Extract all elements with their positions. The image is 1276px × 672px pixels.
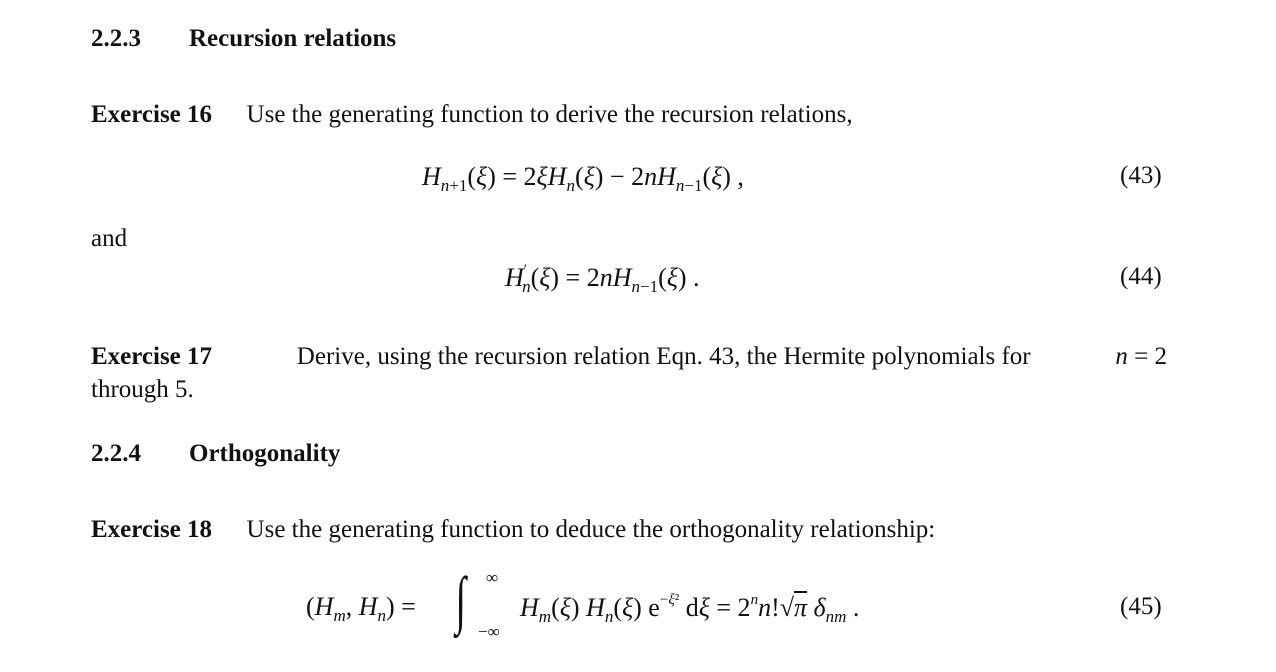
section-number: 2.2.3: [91, 25, 141, 52]
exercise-text: Derive, using the recursion relation Eqn. 43, the Hermite polynomials for: [296, 343, 1031, 370]
equation-number: (43): [1120, 162, 1162, 189]
equation-45: ($H_m$, $H_n$) =: [306, 592, 416, 625]
equation-45-rhs: $H_m(\xi)$ $H_n(\xi)$ $e^{-\xi^2}$ $d\xi = 2^nn!√\pi$ $\delta_{nm}$ .: [520, 592, 860, 626]
exercise-17-line1: [91, 340, 1167, 373]
integral-icon: ∫: [455, 564, 467, 635]
exercise-16-paragraph: [91, 98, 853, 131]
exercise-label: Exercise 17: [91, 343, 213, 370]
exercise-17-line2: through 5.: [91, 376, 194, 403]
exercise-label: Exercise 16: [91, 101, 213, 128]
connector-text: and: [91, 225, 128, 252]
integral-sign: ∫ ∞ −∞: [455, 564, 500, 641]
equation-44: $H'_n(\xi) = 2nH_{n-1}(\xi)$ .: [505, 262, 700, 296]
section-title: Orthogonality: [189, 440, 341, 467]
exercise-text: Use the generating function to derive the recursion relations,: [246, 101, 853, 128]
equation-number: (45): [1120, 593, 1162, 620]
equation-number: (44): [1120, 263, 1162, 290]
equation-43: $H_{n+1}(\xi) = 2\xi H_n(\xi) - 2nH_{n-1}(\xi)$ ,: [422, 162, 744, 195]
section-number: 2.2.4: [91, 440, 141, 467]
inline-math: n = 2: [1115, 343, 1167, 370]
exercise-18-paragraph: [91, 513, 935, 546]
section-title: Recursion relations: [189, 25, 397, 52]
exercise-label: Exercise 18: [91, 516, 213, 543]
exercise-text: Use the generating function to deduce the orthogonality relationship:: [246, 516, 936, 543]
